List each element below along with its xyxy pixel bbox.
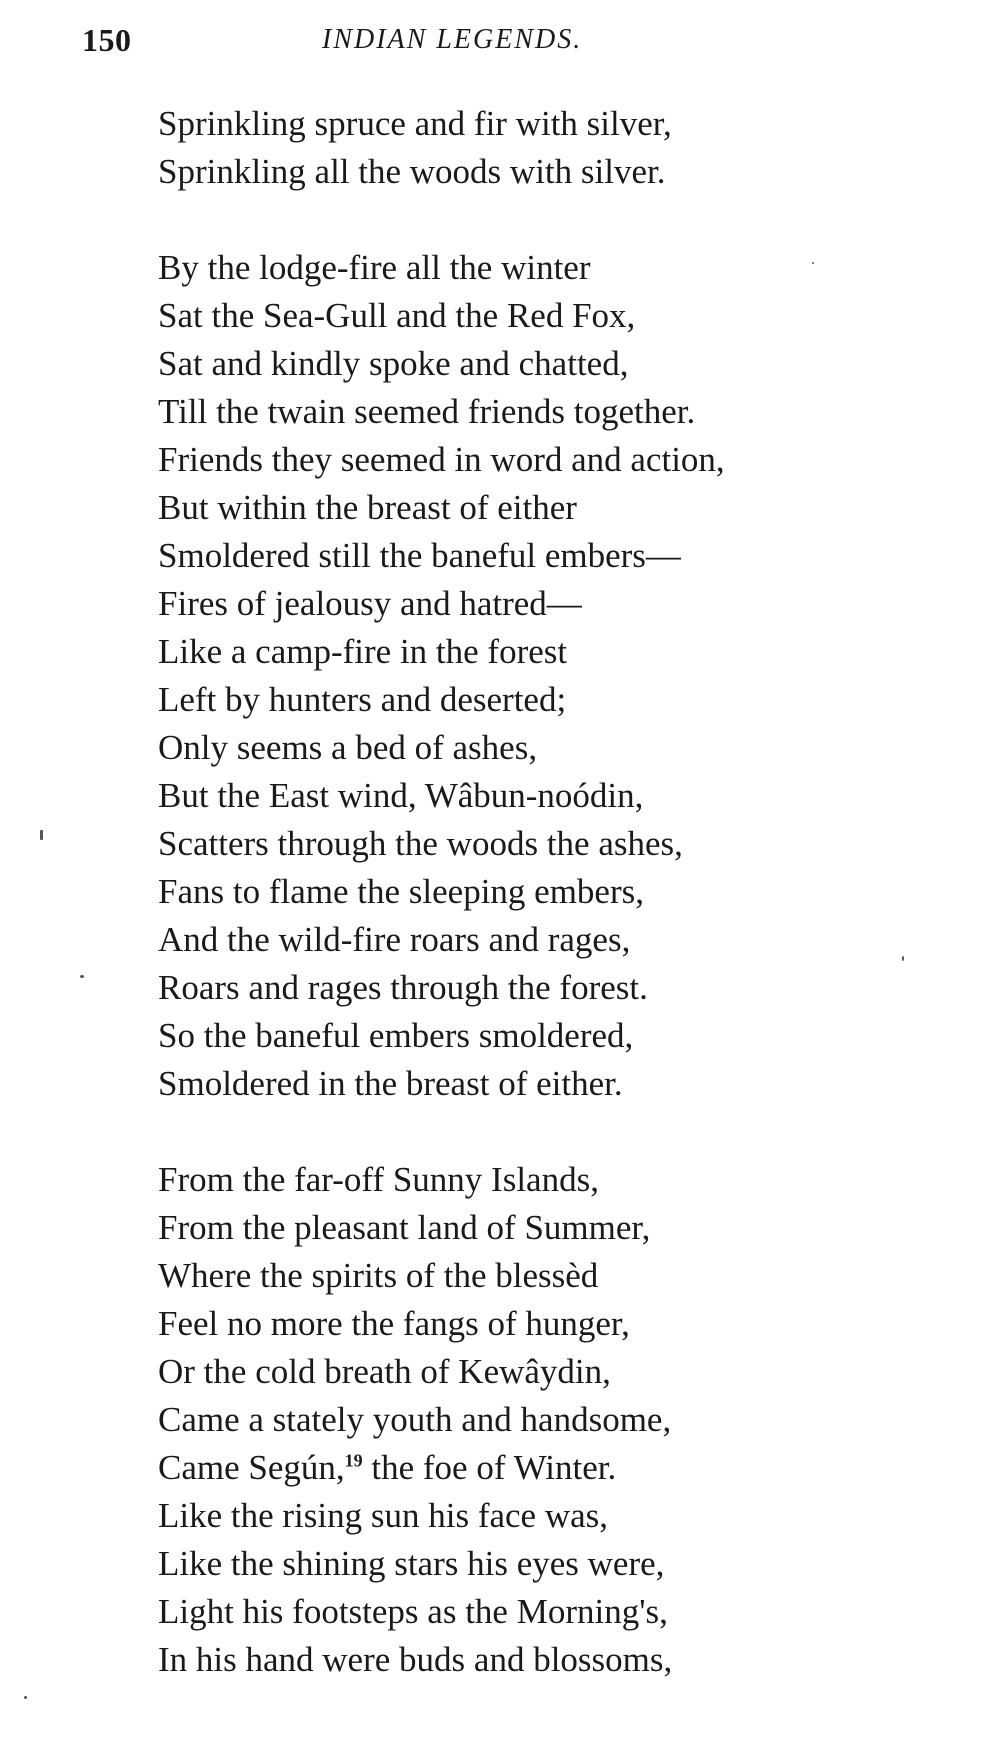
verse-line: Left by hunters and deserted; (158, 680, 567, 719)
verse-line: Like a camp-fire in the forest (158, 632, 568, 671)
poem-text (158, 100, 978, 1684)
verse-line: Sat and kindly spoke and chatted, (158, 344, 629, 383)
page-number: 150 (82, 22, 132, 58)
scan-speck (80, 975, 84, 978)
verse-line: Like the shining stars his eyes were, (158, 1544, 665, 1583)
scan-speck (902, 956, 904, 961)
page-header (82, 22, 682, 62)
verse-line: From the pleasant land of Summer, (158, 1208, 651, 1247)
verse-line: But within the breast of either (158, 488, 577, 527)
verse-line: But the East wind, Wâbun-noódin, (158, 776, 644, 815)
verse-line: Feel no more the fangs of hunger, (158, 1304, 630, 1343)
verse-line: Fires of jealousy and hatred— (158, 584, 582, 623)
verse-line-start: Came Según, (158, 1448, 345, 1487)
verse-line: Only seems a bed of ashes, (158, 728, 538, 767)
verse-line: From the far-off Sunny Islands, (158, 1160, 599, 1199)
verse-line: So the baneful embers smoldered, (158, 1016, 634, 1055)
stanza-1 (158, 100, 978, 196)
verse-line: Or the cold breath of Kewâydin, (158, 1352, 611, 1391)
scan-speck (812, 262, 814, 264)
verse-line: And the wild-fire roars and rages, (158, 920, 631, 959)
verse-line: Fans to flame the sleeping embers, (158, 872, 644, 911)
verse-line: Where the spirits of the blessèd (158, 1256, 599, 1295)
verse-line: By the lodge-fire all the winter (158, 248, 591, 287)
verse-line: Roars and rages through the forest. (158, 968, 648, 1007)
verse-line-end: the foe of Winter. (362, 1448, 617, 1487)
verse-line: Sprinkling all the woods with silver. (158, 152, 666, 191)
stanza-2 (158, 244, 978, 1108)
verse-line: Till the twain seemed friends together. (158, 392, 696, 431)
running-head: INDIAN LEGENDS. (322, 24, 583, 55)
verse-line: Light his footsteps as the Morning's, (158, 1592, 668, 1631)
scan-speck (24, 1696, 27, 1699)
stanza-3 (158, 1156, 978, 1684)
scan-speck (40, 830, 43, 840)
verse-line: In his hand were buds and blossoms, (158, 1640, 673, 1679)
verse-line-with-footnote (158, 1444, 978, 1492)
verse-line: Like the rising sun his face was, (158, 1496, 609, 1535)
verse-line: Came a stately youth and handsome, (158, 1400, 672, 1439)
verse-line: Sat the Sea-Gull and the Red Fox, (158, 296, 636, 335)
verse-line: Smoldered still the baneful embers— (158, 536, 681, 575)
verse-line: Friends they seemed in word and action, (158, 440, 725, 479)
verse-line: Sprinkling spruce and fir with silver, (158, 104, 672, 143)
footnote-marker: 19 (344, 1450, 363, 1471)
verse-line: Smoldered in the breast of either. (158, 1064, 623, 1103)
verse-line: Scatters through the woods the ashes, (158, 824, 683, 863)
